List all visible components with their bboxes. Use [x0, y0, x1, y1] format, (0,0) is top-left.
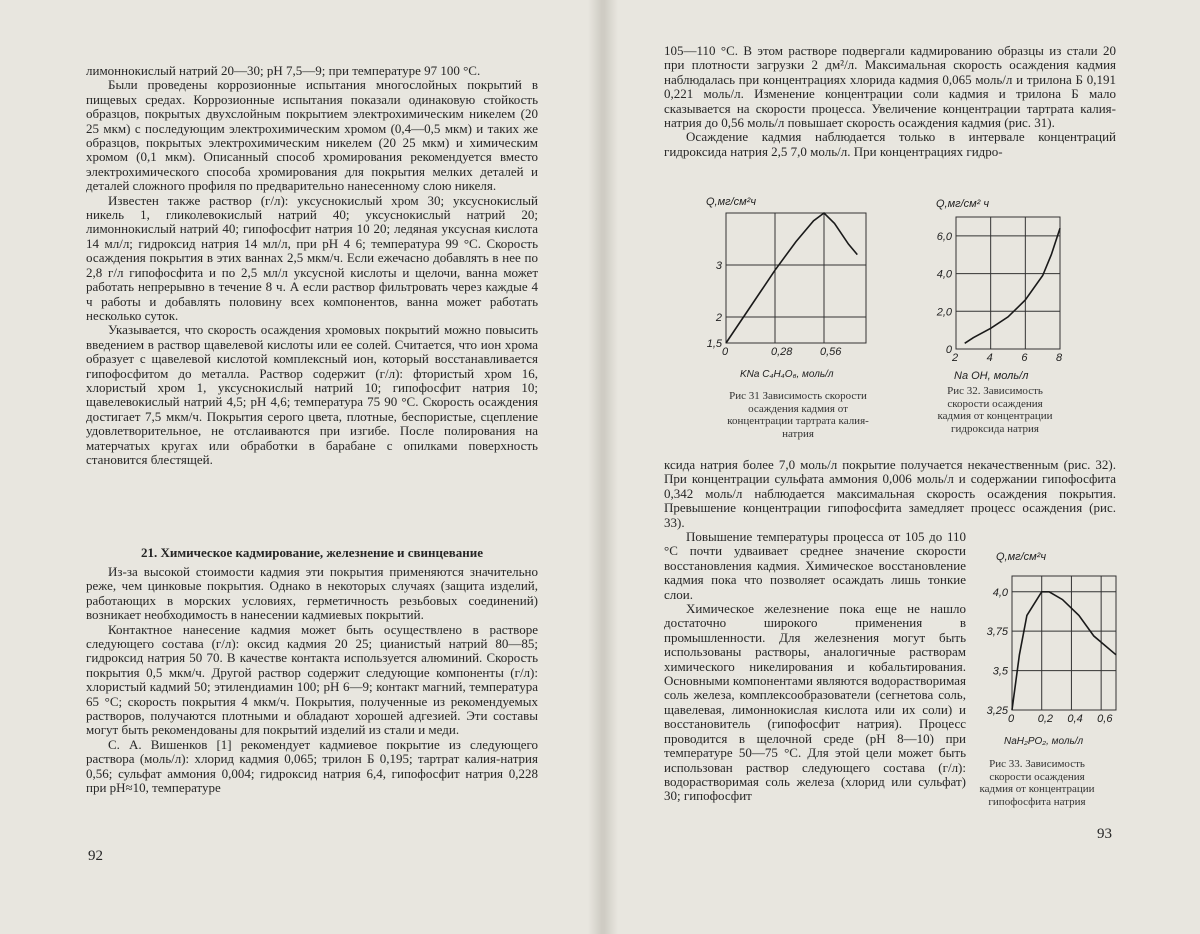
left-paragraph-4: Указывается, что скорость осаждения хромовых покрытий можно повысить введением в раствор щавелевой кислоты или ее солей. Считается, что ион хрома образует с щавелевой кислотой комплексный ион, который восстанавливается гипофосфитом до металла. Раствор содержит (г/л): фтористый хром 16, хлористый хром 1, уксуснокислый натрий 10; гипофосфит натрия 10; щавелевокислый натрий 4,5; pH 4,6; температура 75 90 °С. Скорость осаждения достигает 7,5 мкм/ч. Покрытия серого цвета, плотные, беспористые, сцепление удовлетворительное, не отслаиваются при изгибе. После полирования на матерчатых кругах или обработки в барабане с опилками поверхность становится блестящей.	[86, 322, 538, 467]
fig32-x-tick: 4	[986, 352, 993, 364]
fig32-x-tick: 2	[952, 352, 959, 364]
fig33-y-tick: 3,75	[986, 626, 1008, 639]
fig32-xlabel: Na OH, моль/л	[954, 370, 1029, 382]
fig33-y-tick: 3,25	[986, 705, 1008, 717]
fig33-y-tick: 4,0	[992, 586, 1008, 599]
fig31-ylabel: Q,мг/см²ч	[706, 196, 757, 208]
fig33-xlabel: NaH₂PO₂, моль/л	[1004, 736, 1084, 747]
fig32-x-tick: 8	[1056, 352, 1063, 364]
right-text-block-1	[664, 44, 1116, 159]
right-text-block-3	[664, 530, 966, 804]
fig32-plot-frame	[956, 217, 1060, 349]
right-paragraph-2: Осаждение кадмия наблюдается только в интервале концентраций гидроксида натрия 2,5 7,0 моль/л. При концентрациях гидро-	[664, 129, 1116, 159]
fig32-y-tick: 0	[945, 344, 952, 356]
left-paragraph-3: Известен также раствор (г/л): уксуснокислый хром 30; уксуснокислый никель 1, гликолевокислый натрий 40; уксуснокислый натрий 20; лимоннокислый натрий 40; гипофосфит натрия 10 20; ледяная уксусная кислота 14 мл/л; гидроксид натрия 14 мл/л, при pH 4 6; температура 99 °С. Скорость осаждения покрытия в этих ваннах 2,5 мкм/ч. Если ежечасно добавлять в нее по 2,8 г/л гипофосфита и по 2,5 мл/л уксусной кислоты и щелочи, ванна может работать непрерывно в течение 8 ч. А если раствор фильтровать через каждые 4 ч работы и добавлять половину всех компонентов, ванна может работать несколько суток.	[86, 192, 538, 323]
fig33-curve	[1012, 592, 1116, 710]
left-paragraph-5: Из-за высокой стоимости кадмия эти покрытия применяются значительно реже, чем цинковые покрытия. Однако в некоторых случаях (защита изделий, работающих в морских условиях, герметичность резьбовых соединений) возникает необходимость в нанесении кадмиевых покрытий.	[86, 564, 538, 623]
figure-31-chart	[696, 195, 876, 385]
fig31-y-tick: 1,5	[706, 338, 722, 350]
fig31-y-tick: 3	[715, 260, 722, 272]
left-paragraph-6: Контактное нанесение кадмия может быть осуществлено в растворе следующего состава (г/л): оксид кадмия 20 25; цианистый натрий 80—85; гидроксид натрия 50 70. В качестве контакта используется алюминий. Скорость покрытия 0,5 мкм/ч. Другой раствор содержит следующие компоненты (г/л): хлористый кадмий 50; этилендиамин 100; pH 6—9; контакт магний, температура 65 °С; скорость покрытия 4 мкм/ч. Покрытия, полученные из рекомендуемых растворов, получаются плотными и обладают хорошей адгезией. Эти составы могут быть рекомендованы для покрытий изделий из стали и меди.	[86, 621, 538, 738]
left-text-block-2	[86, 565, 538, 796]
fig32-y-tick: 6,0	[936, 230, 952, 243]
fig33-x-tick: 0,4	[1067, 713, 1083, 725]
fig33-plot-frame	[1012, 576, 1116, 710]
fig32-y-tick: 2,0	[936, 306, 952, 319]
fig31-y-tick: 2	[715, 312, 722, 324]
fig33-x-tick: 0	[1008, 713, 1015, 725]
right-page	[600, 0, 1200, 934]
left-page-number: 92	[88, 848, 103, 864]
fig32-curve	[965, 228, 1060, 343]
fig31-x-tick: 0,56	[820, 346, 842, 358]
fig32-x-tick: 6	[1021, 352, 1028, 364]
fig33-y-tick: 3,5	[992, 665, 1008, 678]
right-text-block-2	[664, 458, 1116, 530]
left-text-block-1	[86, 64, 538, 467]
fig31-xlabel: KNa C₄H₄O₆, моль/л	[740, 369, 834, 380]
figure-32-chart	[918, 195, 1088, 385]
right-page-number: 93	[1097, 826, 1112, 842]
fig33-x-tick: 0,2	[1037, 713, 1054, 725]
figure-31-caption: Рис 31 Зависимость скорости осаждения кадмия от концентрации тартрата калия-натрия	[727, 390, 869, 440]
figure-32-caption: Рис 32. Зависимость скорости осаждения кадмия от концентрации гидроксида натрия	[937, 385, 1053, 435]
left-paragraph-7: С. А. Вишенков [1] рекомендует кадмиевое покрытие из следующего раствора (моль/л): хлорид кадмия 0,065; трилон Б 0,195; тартрат калия-натрия 0,56; сульфат аммония 0,004; гидроксид натрия 6,4, гипофосфит натрия 0,228 при pH≈10, температуре	[86, 736, 538, 796]
right-paragraph-1: 105—110 °С. В этом растворе подвергали кадмированию образцы из стали 20 при плотности загрузки 2 дм²/л. Максимальная скорость осаждения кадмия наблюдалась при концентрациях хлорида кадмия 0,065 моль/л и трилона Б 0,191 0,221 моль/л. Изменение концентрации соли кадмия и трилона Б мало сказывается на скорости процесса. Увеличение концентрации тартрата калия-натрия до 0,56 моль/л повышает скорость осаждения кадмия (рис. 31).	[664, 43, 1116, 131]
fig31-plot-frame	[726, 213, 866, 343]
fig33-ylabel: Q,мг/см²ч	[996, 551, 1047, 563]
right-paragraph-3: ксида натрия более 7,0 моль/л покрытие получается некачественным (рис. 32). При концентрации сульфата аммония 0,006 моль/л и содержании гипофосфита 0,342 моль/л наблюдается максимальная скорость осаждения покрытия. Превышение концентрации гипофосфита замедляет процесс осаждения (рис. 33).	[664, 457, 1116, 530]
fig32-ylabel: Q,мг/см² ч	[936, 198, 990, 210]
figure-33-chart	[978, 548, 1128, 748]
fig33-x-tick: 0,6	[1097, 713, 1113, 725]
figure-33-caption: Рис 33. Зависимость скорости осаждения кадмия от концентрации гипофосфита натрия	[979, 758, 1095, 808]
right-paragraph-5: Химическое железнение пока еще не нашло достаточно широкого применения в промышленности. Для железнения могут быть использованы растворы, аналогичные растворам химического никелирования и кобальтирования. Основными компонентами являются водорастворимая соль железа, комплексообразователи (сегнетова соль, щавелевая, лимоннокислая кислота или их соли) и восстановитель (гипофосфит натрия). Процесс проводится в щелочной среде (pH 8—10) при температуре 50—75 °С. Для этой цели может быть использован раствор следующего состава (г/л): водорастворимая соль железа (хлорид или сульфат) 30; гипофосфит	[664, 601, 966, 804]
right-paragraph-4: Повышение температуры процесса от 105 до 110 °С почти удваивает среднее значение скорости восстановления кадмия. Химическое восстановление кадмия пока что позволяет осаждать лишь тонкие слои.	[664, 529, 966, 602]
left-paragraph-1: лимоннокислый натрий 20—30; pH 7,5—9; при температуре 97 100 °С.	[86, 63, 481, 78]
section-heading: 21. Химическое кадмирование, железнение и свинцевание	[140, 545, 484, 560]
fig31-x-tick: 0,28	[771, 346, 793, 358]
left-paragraph-2: Были проведены коррозионные испытания многослойных покрытий в пищевых средах. Коррозионные испытания показали одинаковую стойкость образцов, покрытых двухслойным покрытием электрохимическим никелем (20 25 мкм) с последующим электрохимическим хромом (0,4—0,5 мкм) и таких же образцов, покрытых электрохимическим никелем (20 25 мкм) и химическим хромом (0,1 мкм). Описанный способ хромирования рекомендуется вместо электрохимического способа хромирования для покрытия мелких деталей и деталей сложного профиля по предварительно нанесенному слою никеля.	[86, 77, 538, 194]
fig32-y-tick: 4,0	[936, 268, 952, 281]
fig31-curve	[726, 213, 857, 343]
fig31-x-tick: 0	[722, 346, 729, 358]
